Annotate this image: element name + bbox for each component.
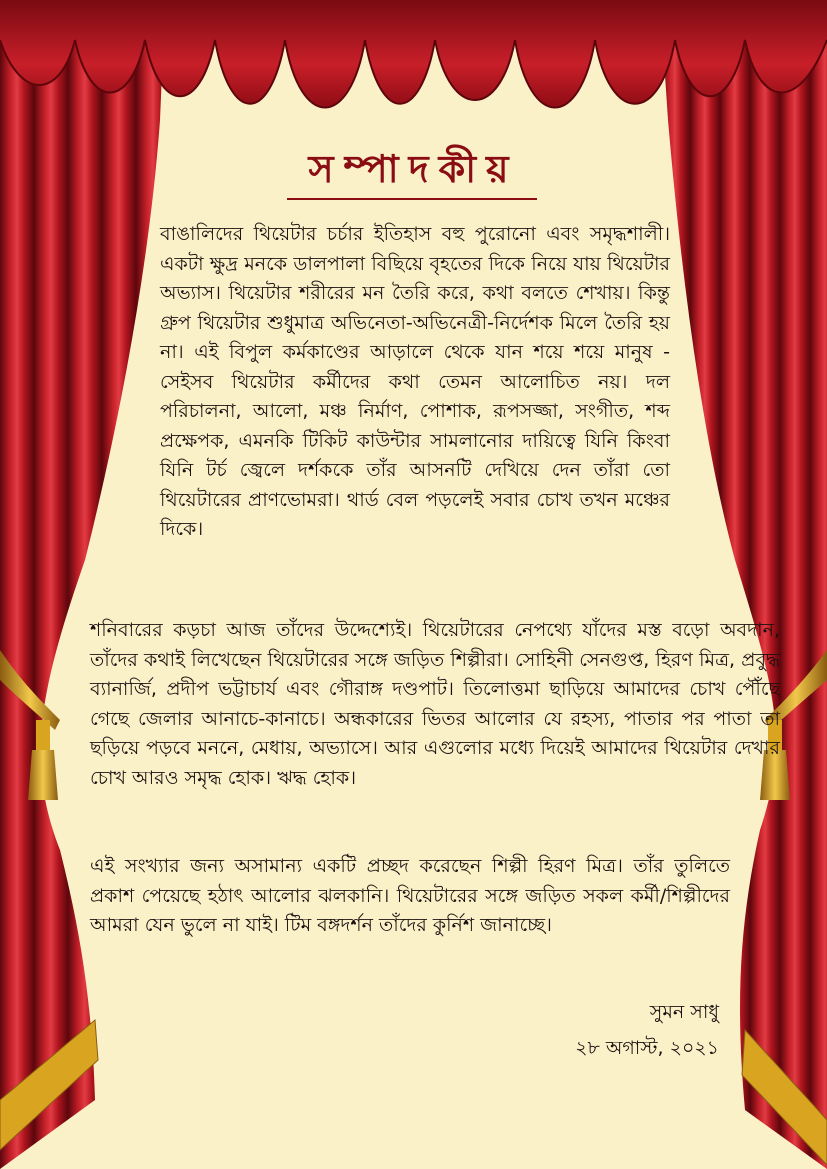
title-underline: [287, 198, 537, 200]
page-title: সম্পাদকীয়: [308, 147, 519, 191]
signature-date: ২৮ অগাস্ট, ২০২১: [575, 1037, 719, 1059]
paragraph-2: শনিবারের কড়চা আজ তাঁদের উদ্দেশ্যেই। থিয়েটারের নেপথ্যে যাঁদের মস্ত বড়ো অবদান, তাঁদের কথাই লিখেছেন থিয়েটারের সঙ্গে জড়িত শিল্পীরা। সোহিনী সেনগুপ্ত, হিরণ মিত্র, প্রবুদ্ধ ব্যানার্জি, প্রদীপ ভট্টাচার্য এবং গৌরাঙ্গ দণ্ডপাট। তিলোত্তমা ছাড়িয়ে আমাদের চোখ পৌঁছে গেছে জেলার আনাচে-কানাচে। অন্ধকারের ভিতর আলোর যে রহস্য, পাতার পর পাতা তা ছড়িয়ে পড়বে মননে, মেধায়, অভ্যাসে। আর এগুলোর মধ্যে দিয়েই আমাদের থিয়েটার দেখার চোখ আরও সমৃদ্ধ হোক। ঋদ্ধ হোক।: [90, 619, 780, 789]
signature-name: সুমন সাধু: [649, 1001, 719, 1023]
paragraph-1: বাঙালিদের থিয়েটার চর্চার ইতিহাস বহু পুরোনো এবং সমৃদ্ধশালী। একটা ক্ষুদ্র মনকে ডালপালা বিছিয়ে বৃহতের দিকে নিয়ে যায় থিয়েটার অভ্যাস। থিয়েটার শরীরের মন তৈরি করে, কথা বলতে শেখায়। কিন্তু গ্রুপ থিয়েটার শুধুমাত্র অভিনেতা-অভিনেত্রী-নির্দেশক মিলে তৈরি হয় না। এই বিপুল কর্মকাণ্ডের আড়ালে থেকে যান শয়ে শয়ে মানুষ - সেইসব থিয়েটার কর্মীদের কথা তেমন আলোচিত নয়। দল পরিচালনা, আলো, মঞ্চ নির্মাণ, পোশাক, রূপসজ্জা, সংগীত, শব্দ প্রক্ষেপক, এমনকি টিকিট কাউন্টার সামলানোর দায়িত্বে যিনি কিংবা যিনি টর্চ জ্বেলে দর্শককে তাঁর আসনটি দেখিয়ে দেন তাঁরা তো থিয়েটারের প্রাণভোমরা। থার্ড বেল পড়লেই সবার চোখ তখন মঞ্চের দিকে।: [160, 223, 670, 540]
paragraph-3: এই সংখ্যার জন্য অসামান্য একটি প্রচ্ছদ করেছেন শিল্পী হিরণ মিত্র। তাঁর তুলিতে প্রকাশ পেয়েছে হঠাৎ আলোর ঝলকানি। থিয়েটারের সঙ্গে জড়িত সকল কর্মী/শিল্পীদের আমরা যেন ভুলে না যাই। টিম বঙ্গদর্শন তাঁদের কুর্নিশ জানাচ্ছে।: [90, 855, 730, 936]
